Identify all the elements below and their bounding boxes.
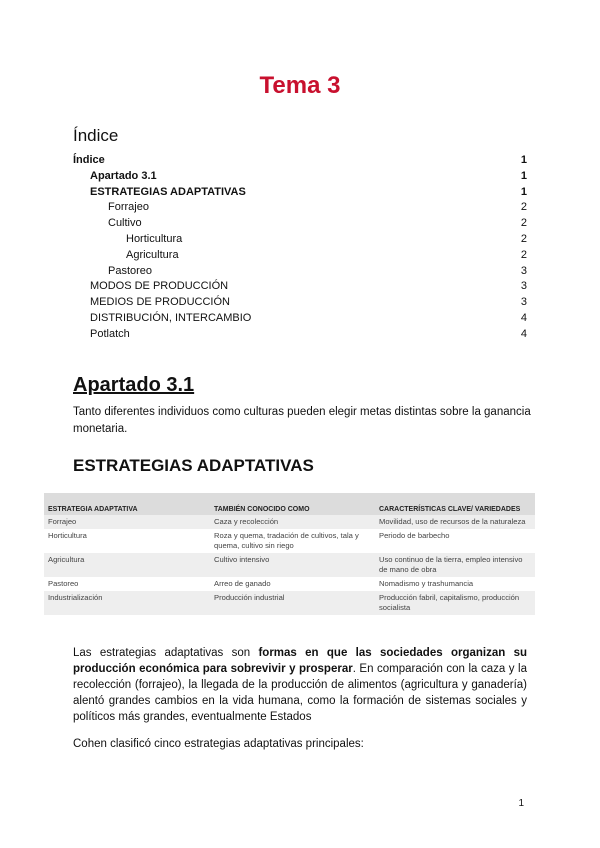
table-cell: Agricultura [44, 553, 210, 577]
main-paragraph [73, 645, 527, 725]
cohen-paragraph: Cohen clasificó cinco estrategias adaptativas principales: [73, 738, 364, 750]
toc-entry-label: MEDIOS DE PRODUCCIÓN [90, 296, 230, 309]
toc-entry[interactable] [73, 248, 527, 264]
toc-entry[interactable] [73, 327, 527, 343]
toc-entry-page: 2 [520, 232, 527, 245]
toc-entry-label: DISTRIBUCIÓN, INTERCAMBIO [90, 311, 252, 324]
toc-entry-page: 4 [520, 311, 527, 324]
table-cell: Roza y quema, tradación de cultivos, tala y quema, cultivo sin riego [214, 531, 359, 550]
section-heading-apartado: Apartado 3.1 [73, 374, 195, 396]
table-row [44, 553, 535, 577]
table-cell: Uso continuo de la tierra, empleo intensivo de mano de obra [375, 553, 535, 577]
table-cell: Arreo de ganado [214, 579, 271, 588]
toc-entry[interactable] [73, 200, 527, 216]
table-cell: Pastoreo [48, 579, 79, 588]
toc-entry-page: 3 [520, 280, 527, 293]
toc-entry[interactable] [73, 264, 527, 280]
table-row [44, 515, 535, 529]
toc-entry-page: 1 [520, 185, 527, 198]
toc-entry[interactable] [73, 295, 527, 311]
toc-entry-page: 2 [520, 217, 527, 230]
toc-entry-page: 3 [520, 296, 527, 309]
toc-entry[interactable] [73, 185, 527, 201]
table-cell: Producción industrial [210, 591, 375, 615]
toc-entry[interactable] [73, 232, 527, 248]
table-cell: Producción fabril, capitalismo, producción socialista [375, 591, 535, 615]
table-cell: Periodo de barbecho [379, 531, 450, 540]
toc-entry[interactable] [73, 216, 527, 232]
section-heading-estrategias: ESTRATEGIAS ADAPTATIVAS [73, 456, 314, 475]
toc-heading: Índice [73, 126, 119, 145]
table-of-contents [73, 153, 527, 343]
toc-entry-label: Índice [73, 154, 105, 166]
table-header-cell: CARACTERÍSTICAS CLAVE/ VARIEDADES [375, 493, 535, 515]
main-paragraph-part1: Las estrategias adaptativas son [73, 647, 259, 659]
table-cell: Movilidad, uso de recursos de la naturaleza [375, 515, 535, 529]
toc-entry-label: Pastoreo [108, 264, 153, 277]
table-header-row [44, 493, 535, 515]
table-header-cell: TAMBIÉN CONOCIDO COMO [210, 493, 375, 515]
page-number: 1 [518, 798, 524, 809]
table-row [44, 529, 535, 553]
table-cell: Nomadismo y trashumancia [379, 579, 474, 588]
table-row [44, 577, 535, 591]
table-cell: Cultivo intensivo [210, 553, 375, 577]
toc-entry-label: Agricultura [126, 248, 179, 261]
main-paragraph-bold: formas en que las sociedades organizan su producción económica para sobrevivir y prosperar [73, 647, 527, 675]
table-cell: Horticultura [48, 531, 87, 540]
toc-entry-label: Cultivo [108, 217, 142, 230]
toc-entry-page: 1 [520, 169, 527, 182]
toc-entry[interactable] [73, 279, 527, 295]
toc-entry-page: 2 [520, 248, 527, 261]
toc-entry-label: Apartado 3.1 [90, 169, 157, 182]
strategies-table [44, 493, 535, 615]
toc-entry[interactable] [73, 169, 527, 185]
toc-entry[interactable] [73, 311, 527, 327]
table-cell: Caza y recolección [210, 515, 375, 529]
table-cell: Forrajeo [44, 515, 210, 529]
toc-entry[interactable] [73, 153, 527, 169]
table-cell: Industrialización [44, 591, 210, 615]
toc-entry-label: Horticultura [126, 232, 183, 245]
table-header-cell: ESTRATEGIA ADAPTATIVA [44, 493, 210, 515]
toc-entry-page: 1 [520, 154, 527, 166]
toc-entry-page: 4 [520, 327, 527, 340]
page-title: Tema 3 [259, 72, 341, 99]
toc-entry-label: Forrajeo [108, 201, 149, 214]
toc-entry-label: Potlatch [90, 327, 130, 340]
intro-paragraph: Tanto diferentes individuos como culturas pueden elegir metas distintas sobre la ganancia monetaria. [73, 406, 531, 435]
toc-entry-label: ESTRATEGIAS ADAPTATIVAS [90, 185, 246, 198]
table-row [44, 591, 535, 615]
toc-entry-label: MODOS DE PRODUCCIÓN [90, 280, 229, 293]
toc-entry-page: 2 [520, 201, 527, 214]
main-paragraph-part2: . En comparación con la caza y la recolección (forrajeo), la llegada de la producción de alimentos (agricultura y ganadería) alentó grandes cambios en la vida humana, como la formación de sistemas sociales y políticos más grandes, eventualmente Estados [73, 663, 528, 723]
toc-entry-page: 3 [520, 264, 527, 277]
